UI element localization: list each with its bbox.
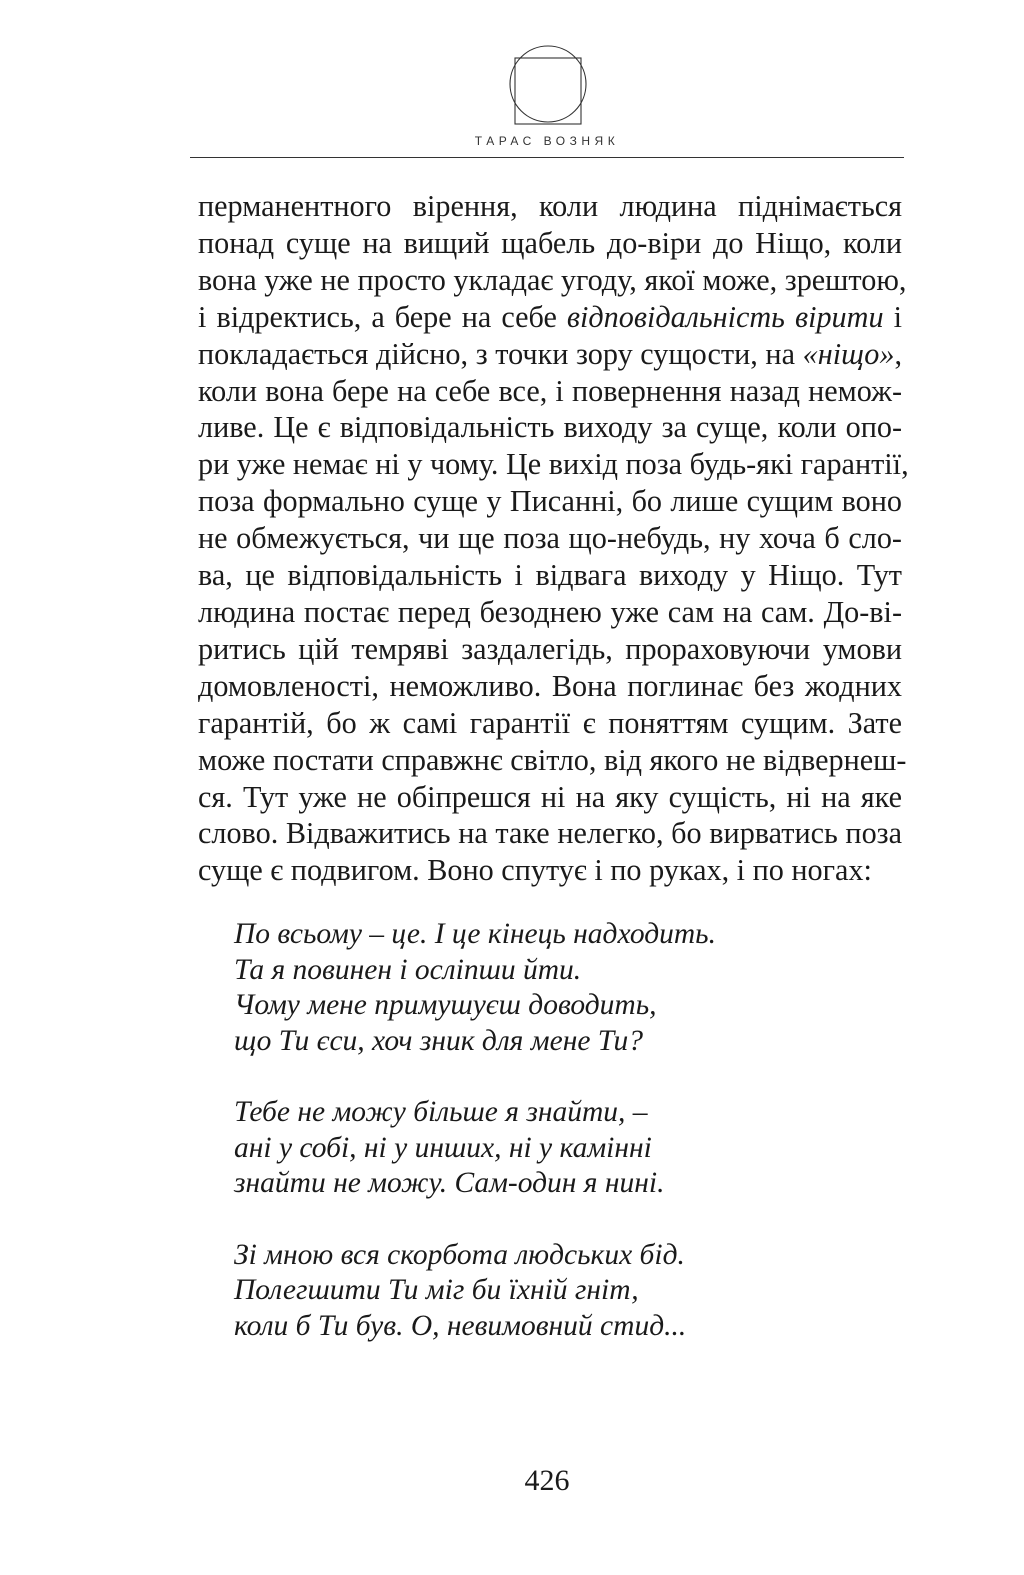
text-line: перманентного вірення, коли людина піднімається: [198, 189, 902, 223]
text-segment: ,: [894, 336, 902, 371]
text-line: поза формально суще у Писанні, бо лише сущим воно: [198, 484, 902, 519]
text-segment: і: [883, 299, 902, 334]
verse-line: що Ти єси, хоч зник для мене Ти?: [234, 1024, 643, 1057]
text-line: ва, це відповідальність і відвага виходу у Ніщо. Тут: [198, 558, 902, 593]
text-line: понад суще на вищий щабель до-віри до Ніщо, коли: [198, 225, 902, 260]
text-line: суще є подвигом. Воно спутує і по руках, і по ногах:: [198, 853, 872, 888]
page-number: 426: [524, 1464, 570, 1497]
verse-line: Полегшити Ти міг би їхній гніт,: [234, 1274, 639, 1306]
text-line: ливе. Це є відповідальність виходу за суще, коли опо-: [198, 410, 902, 445]
circle-square-logo-icon: [508, 44, 588, 136]
emphasis-text: «ніщо»: [802, 336, 895, 371]
verse-line: ані у собі, ні у инших, ні у камінні: [234, 1131, 652, 1164]
text-line: ри уже немає ні у чому. Це вихід поза будь-які гарантії,: [198, 447, 909, 482]
verse-line: По всьому – це. І це кінець надходить.: [234, 918, 716, 950]
emphasis-text: відповідальність вірити: [566, 299, 884, 334]
text-line: не обмежується, чи ще поза що-небудь, ну хоча б сло-: [198, 521, 902, 556]
verse-line: знайти не можу. Сам-один я нині.: [234, 1167, 665, 1199]
text-line: домовленості, неможливо. Вона поглинає без жодних: [198, 668, 902, 703]
poem-stanza: [234, 1095, 874, 1202]
text-line: [198, 299, 902, 336]
poem-quote: [234, 917, 874, 1344]
text-line: людина постає перед безоднею уже сам на сам. До-ві-: [198, 594, 902, 629]
body-paragraph: [198, 188, 909, 889]
text-line: коли вона бере на себе все, і повернення назад немож-: [198, 373, 902, 408]
verse-line: Чому мене примушуєш доводить,: [234, 989, 657, 1021]
poem-stanza: [234, 917, 874, 1059]
running-head: ТАРАС ВОЗНЯК: [474, 134, 620, 148]
text-line: ся. Тут уже не обіпрешся ні на яку сущість, ні на яке: [198, 779, 902, 814]
text-line: [198, 336, 902, 373]
text-line: слово. Відважитись на таке нелегко, бо вирватись поза: [198, 816, 902, 851]
text-line: може постати справжнє світло, від якого не відвернеш-: [198, 742, 907, 777]
text-line: вона уже не просто укладає угоду, якої може, зрештою,: [198, 262, 907, 297]
verse-line: коли б Ти був. О, невимовний стид...: [234, 1309, 687, 1342]
verse-line: Тебе не можу більше я знайти, –: [234, 1096, 648, 1128]
verse-line: Та я повинен і осліпши йти.: [234, 953, 582, 986]
text-segment: покладається дійсно, з точки зору сущости, на: [198, 336, 803, 371]
text-segment: і відректись, а бере на себе: [198, 299, 567, 334]
header-rule: [190, 157, 904, 158]
verse-line: Зі мною вся скорбота людських бід.: [234, 1238, 685, 1271]
text-line: гарантій, бо ж самі гарантії є поняттям сущим. Зате: [198, 705, 902, 740]
text-line: ритись цій темряві заздалегідь, прораховуючи умови: [198, 631, 902, 666]
poem-stanza: [234, 1238, 874, 1345]
